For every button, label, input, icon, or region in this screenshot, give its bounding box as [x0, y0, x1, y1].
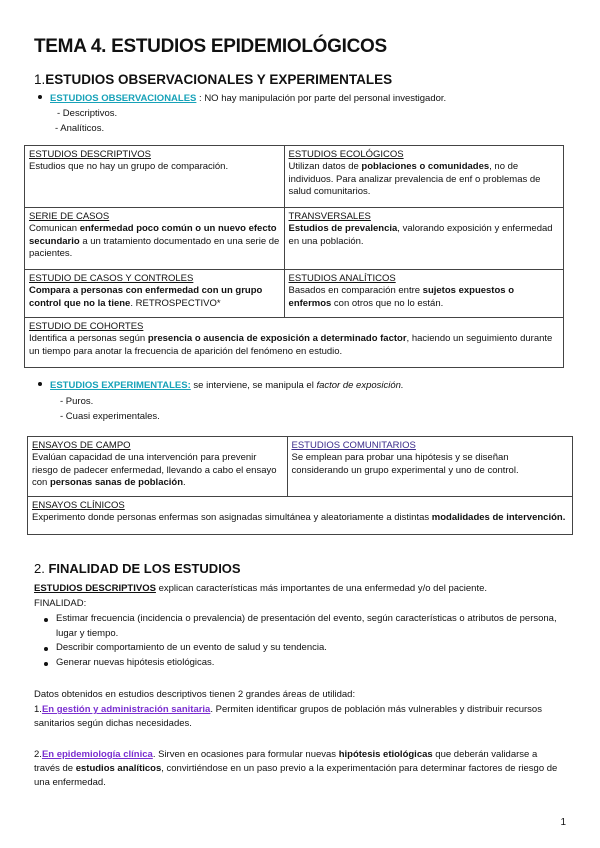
- cell-heading: ESTUDIOS ANALÍTICOS: [288, 273, 396, 284]
- cell-heading: TRANSVERSALES: [288, 211, 371, 222]
- page-title: TEMA 4. ESTUDIOS EPIDEMIOLÓGICOS: [34, 36, 387, 57]
- intro-descriptivos: ESTUDIOS DESCRIPTIVOS explican características más importantes de una enfermedad y/o del paciente.: [34, 583, 488, 594]
- cell-heading: ESTUDIOS COMUNITARIOS: [291, 440, 416, 451]
- list-item: Generar nuevas hipótesis etiológicas.: [40, 656, 560, 671]
- link-observacionales[interactable]: ESTUDIOS OBSERVACIONALES: [50, 93, 197, 104]
- cell-heading: ENSAYOS DE CAMPO: [32, 440, 131, 451]
- cell-heading: SERIE DE CASOS: [29, 211, 110, 222]
- cell-heading: ESTUDIO DE CASOS Y CONTROLES: [29, 273, 194, 284]
- sub-cuasi: - Cuasi experimentales.: [60, 411, 160, 422]
- link-experimentales[interactable]: ESTUDIOS EXPERIMENTALES:: [50, 380, 191, 391]
- cell-ensayos-clinicos: ENSAYOS CLÍNICOS Experimento donde personas enfermas son asignadas simultánea y aleatoriamente a distintas modalidades de intervención.: [28, 497, 573, 535]
- cell-heading: ESTUDIO DE COHORTES: [29, 321, 144, 332]
- utility-2: 2.En epidemiología clínica. Sirven en ocasiones para formular nuevas hipótesis etiológicas que deberán validarse a través de estudios analíticos, convirtiéndose en un paso previo a la experimentación para determinar factores de riesgo de una enfermedad.: [34, 749, 558, 788]
- cell-heading: ESTUDIOS DESCRIPTIVOS: [29, 149, 151, 160]
- cell-analiticos: ESTUDIOS ANALÍTICOS Basados en comparación entre sujetos expuestos o enfermos con otros que no lo están.: [284, 270, 563, 318]
- utility-1: 1.En gestión y administración sanitaria. Permiten identificar grupos de población más vulnerables y distribuir recursos sanitarios según dichas necesidades.: [34, 704, 542, 729]
- section-2-title: 2. FINALIDAD DE LOS ESTUDIOS: [34, 561, 241, 576]
- section-1-title: 1.ESTUDIOS OBSERVACIONALES Y EXPERIMENTALES: [34, 72, 393, 87]
- cell-heading: ESTUDIOS ECOLÓGICOS: [288, 149, 404, 160]
- sub-puros: - Puros.: [60, 396, 94, 407]
- finalidad-list: [40, 612, 560, 670]
- bullet-observacionales: ESTUDIOS OBSERVACIONALES : NO hay manipulación por parte del personal investigador.: [38, 92, 446, 105]
- cell-cohortes: ESTUDIO DE COHORTES Identifica a personas según presencia o ausencia de exposición a determinado factor, haciendo un seguimiento durante un tiempo para anotar la frecuencia de aparición del fenómeno en estudio.: [25, 318, 564, 368]
- sub-analiticos: - Analíticos.: [55, 123, 105, 134]
- link-gestion-sanitaria[interactable]: En gestión y administración sanitaria: [41, 704, 211, 715]
- observational-studies-table: [24, 145, 564, 368]
- list-item: Estimar frecuencia (incidencia o prevalencia) de presentación del evento, según características o atributos de persona, lugar y tiempo.: [40, 612, 560, 641]
- cell-comunitarios: ESTUDIOS COMUNITARIOS Se emplean para probar una hipótesis y se diseñan considerando un grupo experimental y uno de control.: [287, 437, 573, 497]
- bullet-experimentales: ESTUDIOS EXPERIMENTALES: se interviene, se manipula el factor de exposición.: [38, 379, 404, 392]
- sub-descriptivos: - Descriptivos.: [57, 108, 118, 119]
- cell-serie-casos: SERIE DE CASOS Comunican enfermedad poco común o un nuevo efecto secundario a un tratamiento documentado en una serie de pacientes.: [25, 208, 285, 270]
- cell-heading: ENSAYOS CLÍNICOS: [32, 500, 125, 511]
- cell-ecologicos: ESTUDIOS ECOLÓGICOS Utilizan datos de poblaciones o comunidades, no de individuos. Para analizar prevalencia de enf o problemas de salud comunitarios.: [284, 146, 563, 208]
- cell-descriptivos: ESTUDIOS DESCRIPTIVOS Estudios que no hay un grupo de comparación.: [25, 146, 285, 208]
- finalidad-label: FINALIDAD:: [34, 598, 87, 609]
- cell-transversales: TRANSVERSALES Estudios de prevalencia, valorando exposición y enfermedad en una población.: [284, 208, 563, 270]
- cell-ensayos-campo: ENSAYOS DE CAMPO Evalúan capacidad de una intervención para prevenir riesgo de padecer enfermedad, llevando a cabo el ensayo con personas sanas de población.: [28, 437, 288, 497]
- page-number: 1: [560, 817, 566, 828]
- experimental-studies-table: [27, 436, 573, 535]
- cell-casos-controles: ESTUDIO DE CASOS Y CONTROLES Compara a personas con enfermedad con un grupo control que no la tiene. RETROSPECTIVO*: [25, 270, 285, 318]
- bullet-dot: [38, 382, 42, 386]
- bullet-dot: [38, 95, 42, 99]
- link-epidemiologia-clinica[interactable]: En epidemiología clínica: [41, 749, 153, 760]
- datos-text: Datos obtenidos en estudios descriptivos tienen 2 grandes áreas de utilidad:: [34, 689, 356, 700]
- list-item: Describir comportamiento de un evento de salud y su tendencia.: [40, 641, 560, 656]
